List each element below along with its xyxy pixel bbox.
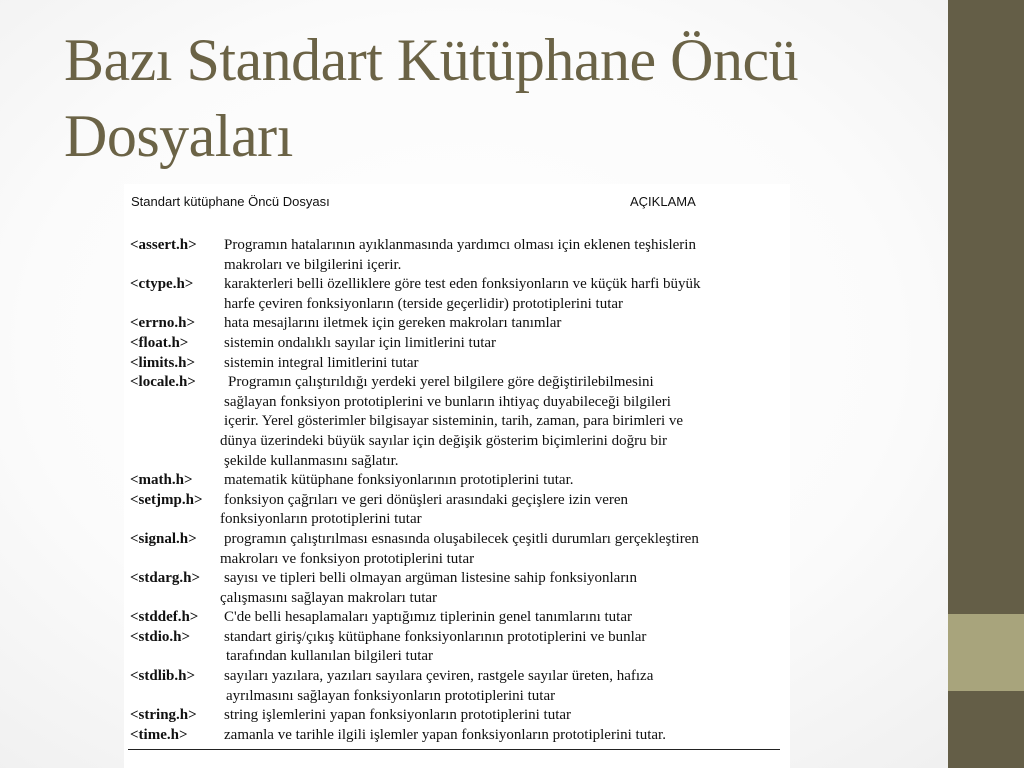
header-file-name: <setjmp.h> bbox=[130, 491, 203, 508]
header-file-name: <assert.h> bbox=[130, 237, 197, 253]
table-row bbox=[124, 628, 790, 667]
table-row bbox=[124, 236, 790, 275]
header-file-name: <stdlib.h> bbox=[130, 668, 196, 685]
description-line: şekilde kullanmasını sağlatır. bbox=[224, 452, 399, 469]
table-row bbox=[124, 491, 790, 530]
header-file-name: <stddef.h> bbox=[130, 609, 199, 626]
description-line: çalışmasını sağlayan makroları tutar bbox=[220, 589, 438, 606]
description-line: ayrılmasını sağlayan fonksiyonların prototiplerini tutar bbox=[226, 687, 556, 704]
header-file-description bbox=[224, 706, 790, 726]
table-row bbox=[124, 334, 790, 354]
table-bottom-rule bbox=[128, 749, 780, 750]
table-column-headers bbox=[124, 192, 790, 212]
header-file-description bbox=[220, 491, 790, 530]
table-row bbox=[124, 471, 790, 491]
description-line: C'de belli hesaplamaları yaptığımız tiplerinin genel tanımlarını tutar bbox=[224, 609, 632, 626]
header-file-description bbox=[220, 530, 790, 569]
header-file-description bbox=[224, 471, 790, 491]
header-file-description bbox=[224, 275, 790, 314]
header-file-description bbox=[224, 314, 790, 334]
table-row bbox=[124, 314, 790, 334]
description-line: harfe çeviren fonksiyonların (terside geçerlidir) prototiplerini tutar bbox=[224, 295, 624, 312]
description-line: makroları ve fonksiyon prototiplerini tutar bbox=[220, 550, 475, 567]
description-line: fonksiyon çağrıları ve geri dönüşleri arasındaki geçişlere izin veren bbox=[224, 491, 629, 508]
description-line: içerir. Yerel gösterimler bilgisayar sisteminin, tarih, zaman, para birimleri ve bbox=[224, 413, 684, 430]
slide-title: Bazı Standart Kütüphane Öncü Dosyaları bbox=[64, 27, 799, 169]
table-row bbox=[124, 530, 790, 569]
header-file-description bbox=[220, 373, 790, 471]
description-line: sayısı ve tipleri belli olmayan argüman listesine sahip fonksiyonların bbox=[224, 570, 637, 587]
description-line: Programın çalıştırıldığı yerdeki yerel bilgilere göre değiştirilebilmesini bbox=[228, 374, 654, 391]
header-file-description bbox=[224, 334, 790, 354]
header-file-name: <math.h> bbox=[130, 472, 193, 489]
table-row bbox=[124, 569, 790, 608]
table-row bbox=[124, 373, 790, 471]
header-file-name: <time.h> bbox=[130, 726, 188, 743]
description-line: tarafından kullanılan bilgileri tutar bbox=[226, 648, 434, 665]
description-line: karakterleri belli özelliklere göre test eden fonksiyonların ve küçük harfi büyük bbox=[224, 276, 701, 293]
header-file-name: <stdio.h> bbox=[130, 628, 191, 645]
right-sidebar-accent-block bbox=[948, 614, 1024, 691]
description-line: matematik kütüphane fonksiyonlarının prototiplerini tutar. bbox=[224, 472, 574, 489]
header-file-name: <stdarg.h> bbox=[130, 570, 201, 587]
header-file-name: <locale.h> bbox=[130, 374, 196, 391]
description-line: makroları ve bilgilerini içerir. bbox=[224, 256, 402, 273]
header-file-description bbox=[224, 667, 790, 706]
header-file-description bbox=[224, 354, 790, 374]
table-row bbox=[124, 706, 790, 726]
table-row bbox=[124, 608, 790, 628]
description-line: sağlayan fonksiyon prototiplerini ve bunların ihtiyaç duyabileceği bilgileri bbox=[224, 393, 671, 410]
header-file-description bbox=[224, 608, 790, 628]
header-file-description bbox=[220, 569, 790, 608]
header-file-name: <string.h> bbox=[130, 707, 197, 724]
description-line: string işlemlerini yapan fonksiyonların prototiplerini tutar bbox=[224, 707, 572, 724]
header-file-name: <limits.h> bbox=[130, 354, 196, 371]
header-file-name: <ctype.h> bbox=[130, 276, 194, 293]
header-file-name: <signal.h> bbox=[130, 530, 197, 547]
description-line: hata mesajlarını iletmek için gereken makroları tanımlar bbox=[224, 315, 562, 332]
description-line: dünya üzerindeki büyük sayılar için değişik gösterim biçimlerini doğru bir bbox=[220, 432, 667, 449]
column-header-description: AÇIKLAMA bbox=[630, 194, 696, 209]
header-file-description bbox=[224, 726, 790, 746]
header-file-name: <errno.h> bbox=[130, 315, 196, 332]
table-row bbox=[124, 667, 790, 706]
description-line: fonksiyonların prototiplerini tutar bbox=[220, 511, 422, 528]
header-files-table-image bbox=[124, 184, 790, 768]
description-line: sistemin ondalıklı sayılar için limitlerini tutar bbox=[224, 334, 497, 351]
column-header-header-file: Standart kütüphane Öncü Dosyası bbox=[131, 194, 330, 209]
description-line: zamanla ve tarihle ilgili işlemler yapan fonksiyonların prototiplerini tutar. bbox=[224, 726, 666, 743]
header-file-description bbox=[224, 628, 790, 667]
table-rows bbox=[124, 236, 790, 745]
table-row bbox=[124, 726, 790, 746]
description-line: standart giriş/çıkış kütüphane fonksiyonlarının prototiplerini ve bunlar bbox=[224, 628, 647, 645]
description-line: sistemin integral limitlerini tutar bbox=[224, 354, 419, 371]
table-row bbox=[124, 354, 790, 374]
description-line: Programın hatalarının ayıklanmasında yardımcı olması için eklenen teşhislerin bbox=[224, 237, 696, 253]
description-line: sayıları yazılara, yazıları sayılara çeviren, rastgele sayılar üreten, hafıza bbox=[224, 668, 654, 685]
header-file-description bbox=[224, 236, 790, 275]
table-row bbox=[124, 275, 790, 314]
header-file-name: <float.h> bbox=[130, 334, 189, 351]
description-line: programın çalıştırılması esnasında oluşabilecek çeşitli durumları gerçekleştiren bbox=[224, 530, 699, 547]
